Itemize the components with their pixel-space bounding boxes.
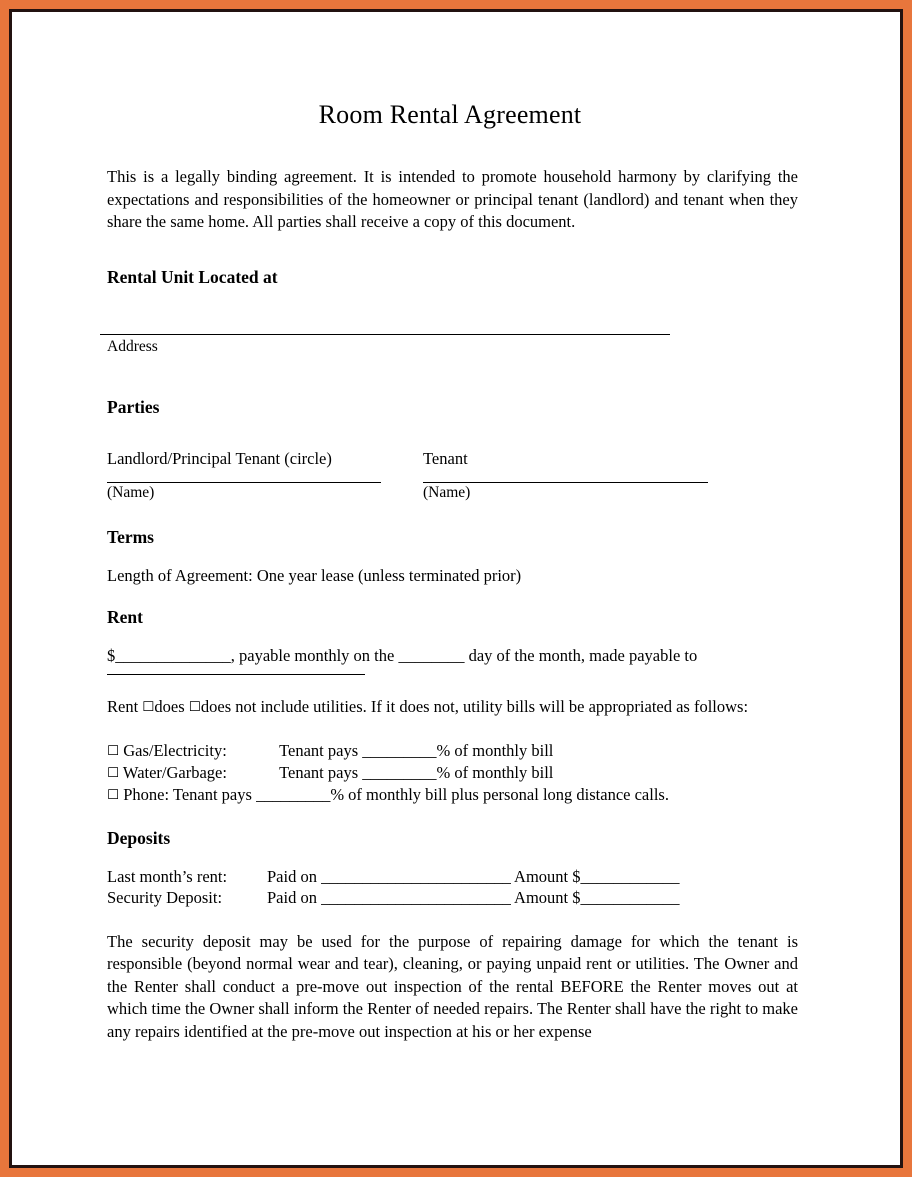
deposit-row-security-deposit [100, 887, 800, 908]
utility-suffix-phone: % of monthly bill plus personal long distance calls. [330, 784, 669, 804]
section-heading-parties: Parties [107, 396, 160, 417]
utility-pays-gas-electricity: Tenant pays [279, 740, 363, 760]
utility-suffix-water-garbage: % of monthly bill [436, 762, 554, 782]
checkbox-icon-does-not[interactable]: ☐ [188, 698, 201, 715]
utility-label-water-garbage: Water/Garbage: [119, 762, 227, 782]
rent-mid-text: , payable monthly on the [230, 645, 399, 665]
landlord-name-label: (Name) [107, 483, 155, 501]
checkbox-icon-water-garbage[interactable]: ☐ [107, 764, 120, 781]
section-heading-rent: Rent [107, 606, 143, 627]
checkbox-icon-gas-electricity[interactable]: ☐ [107, 742, 120, 759]
deposit-amount-blank-last-month-rent[interactable]: ____________ [580, 866, 680, 886]
rent-does-label: does [154, 696, 189, 716]
deposit-label-last-month-rent: Last month’s rent: [107, 866, 228, 886]
deposit-date-blank-security-deposit[interactable]: _______________________ [321, 887, 511, 907]
deposit-date-blank-last-month-rent[interactable]: _______________________ [321, 866, 511, 886]
utility-row-phone [100, 784, 800, 806]
rent-utilities-prefix: Rent [107, 696, 143, 716]
address-label: Address [107, 337, 158, 355]
rent-amount-line [100, 645, 800, 666]
utility-percent-blank-gas-electricity[interactable]: _________ [362, 740, 437, 760]
landlord-label: Landlord/Principal Tenant (circle) [107, 448, 332, 468]
document-content [100, 98, 800, 1043]
utility-percent-blank-water-garbage[interactable]: _________ [362, 762, 437, 782]
checkbox-icon-does[interactable]: ☐ [142, 698, 155, 715]
rent-tail-text: day of the month, made payable to [464, 645, 698, 665]
rent-does-not-label: does not include utilities. If it does not, utility bills will be appropriated as follows: [200, 696, 749, 716]
utility-percent-blank-phone[interactable]: _________ [256, 784, 331, 804]
rent-amount-blank[interactable]: ______________ [115, 645, 231, 665]
utility-row-water-garbage [100, 762, 800, 784]
utility-pays-water-garbage: Tenant pays [279, 762, 363, 782]
utility-suffix-gas-electricity: % of monthly bill [436, 740, 554, 760]
deposit-amount-label-last-month-rent: Amount $ [510, 866, 581, 886]
deposit-paid-on-last-month-rent: Paid on [267, 866, 322, 886]
checkbox-icon-phone[interactable]: ☐ [107, 786, 120, 803]
utility-label-gas-electricity: Gas/Electricity: [119, 740, 227, 760]
deposit-label-security-deposit: Security Deposit: [107, 887, 223, 907]
deposit-row-last-month-rent [100, 866, 800, 887]
utility-row-gas-electricity [100, 740, 800, 762]
rent-currency-symbol: $ [107, 645, 116, 665]
tenant-name-label: (Name) [423, 483, 471, 501]
rent-day-blank[interactable]: ________ [398, 645, 465, 665]
section-heading-terms: Terms [107, 526, 154, 547]
rent-utilities-line [100, 696, 800, 718]
deposit-amount-blank-security-deposit[interactable]: ____________ [580, 887, 680, 907]
page-title: Room Rental Agreement [318, 100, 582, 129]
utility-label-phone: Phone: Tenant pays [119, 784, 257, 804]
section-heading-rental-unit: Rental Unit Located at [107, 266, 278, 287]
parties-labels-row [100, 448, 800, 469]
section-heading-deposits: Deposits [107, 827, 171, 848]
deposit-paid-on-security-deposit: Paid on [267, 887, 322, 907]
tenant-label: Tenant [423, 448, 468, 468]
parties-name-labels-row [100, 483, 800, 502]
security-deposit-paragraph: The security deposit may be used for the purpose of repairing damage for which the tenant is responsible (beyond normal wear and tear), cleaning, or paying unpaid rent or utilities. The Owner and the Renter shall conduct a pre-move out inspection of the rental BEFORE the Renter moves out at which time the Owner shall inform the Renter of needed repairs. The Renter shall have the right to make any repairs identified at the pre-move out inspection at his or her expense [107, 931, 798, 1041]
terms-length-line: Length of Agreement: One year lease (unless terminated prior) [107, 565, 522, 585]
intro-paragraph: This is a legally binding agreement. It is intended to promote household harmony by clarifying the expectations and responsibilities of the homeowner or principal tenant (landlord) and tenant when they share the same home. All parties shall receive a copy of this document. [107, 167, 798, 231]
deposit-amount-label-security-deposit: Amount $ [510, 887, 581, 907]
